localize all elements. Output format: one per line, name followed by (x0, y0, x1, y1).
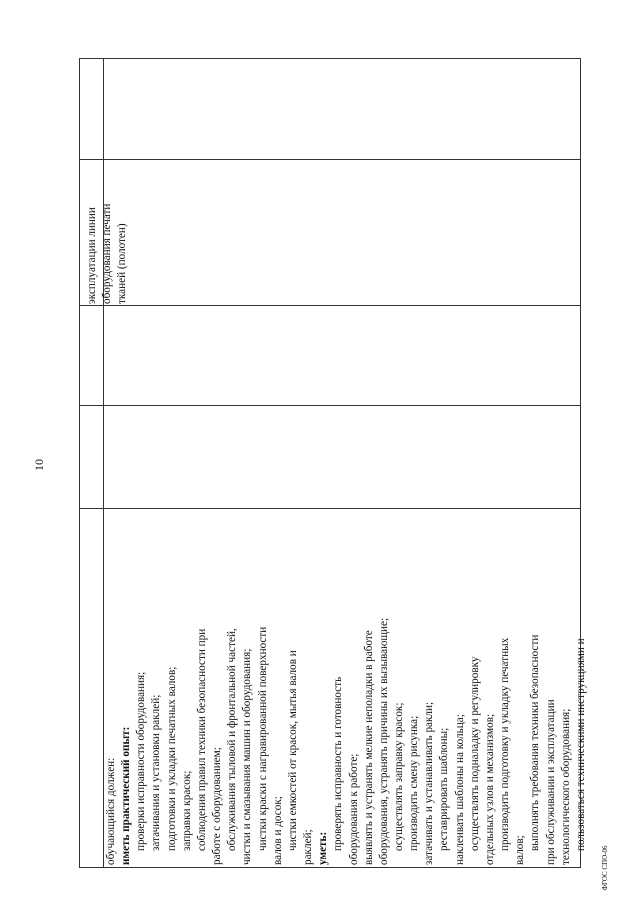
cell-line: раклей; (302, 829, 315, 865)
cell-line: отдельных узлов и механизмов; (483, 713, 496, 865)
cell-line: при обслуживании и эксплуатации (544, 699, 557, 865)
cell-line: чистки и смазывания машин и оборудования; (241, 648, 254, 865)
right-column-cell (85, 204, 130, 304)
cell-line: обслуживания тыловой и фронтальной частей, (226, 628, 239, 851)
cell-line: осуществлять заправку красок; (392, 702, 405, 851)
cell-line: оборудования, устранять причины их вызывающие; (377, 617, 390, 865)
cell-line: наклеивать шаблоны на кольца; (453, 714, 466, 865)
cell-line: работе с оборудованием; (211, 747, 224, 865)
cell-line: проверять исправность и готовность (332, 676, 345, 851)
column-divider (80, 405, 580, 406)
cell-line: иметь практический опыт: (120, 726, 133, 865)
cell-line: соблюдения правил техники безопасности при (195, 628, 208, 851)
cell-line: технологического оборудования; (559, 708, 572, 865)
cell-line: эксплуатации линии (86, 207, 98, 304)
column-divider (80, 305, 580, 306)
cell-line: затачивать и устанавливать ракли; (423, 701, 436, 865)
cell-line: валов и досок; (271, 796, 284, 865)
column-divider (80, 508, 580, 509)
cell-line: чистки емкостей от красок, мытья валов и (286, 650, 299, 851)
cell-line: выполнять требования техники безопасности (529, 634, 542, 851)
cell-line: выявлять и устранять мелкие неполадки в работе (362, 630, 375, 865)
competency-table (79, 58, 587, 868)
document-footer: ФГОС СПО-06 (601, 845, 609, 891)
cell-line: оборудования печати (101, 203, 114, 304)
cell-line: реставрировать шаблоны; (438, 727, 451, 851)
knowledge-skills-cell (104, 618, 589, 865)
page-number: 10 (32, 459, 46, 471)
column-divider (80, 159, 580, 160)
cell-line: обучающийся должен: (105, 757, 117, 865)
cell-line: тканей (полотен) (116, 223, 129, 304)
cell-line: затачивания и установки раклей; (150, 694, 163, 851)
cell-line: пользоваться техническими инструкциями и (574, 638, 587, 851)
cell-line: осуществлять подналадку и регулировку (468, 656, 481, 851)
cell-line: производить смену рисунка; (408, 715, 421, 851)
cell-line: чистки краски с награвированной поверхности (256, 626, 269, 851)
cell-line: уметь: (317, 831, 330, 865)
cell-line: заправки красок; (180, 770, 193, 851)
cell-line: производить подготовку и укладку печатных (499, 637, 512, 851)
cell-line: валов; (514, 835, 527, 865)
cell-line: подготовки и укладки печатных валов; (165, 666, 178, 851)
cell-line: оборудования к работе; (347, 753, 360, 865)
cell-line: проверки исправности оборудования; (135, 671, 148, 851)
